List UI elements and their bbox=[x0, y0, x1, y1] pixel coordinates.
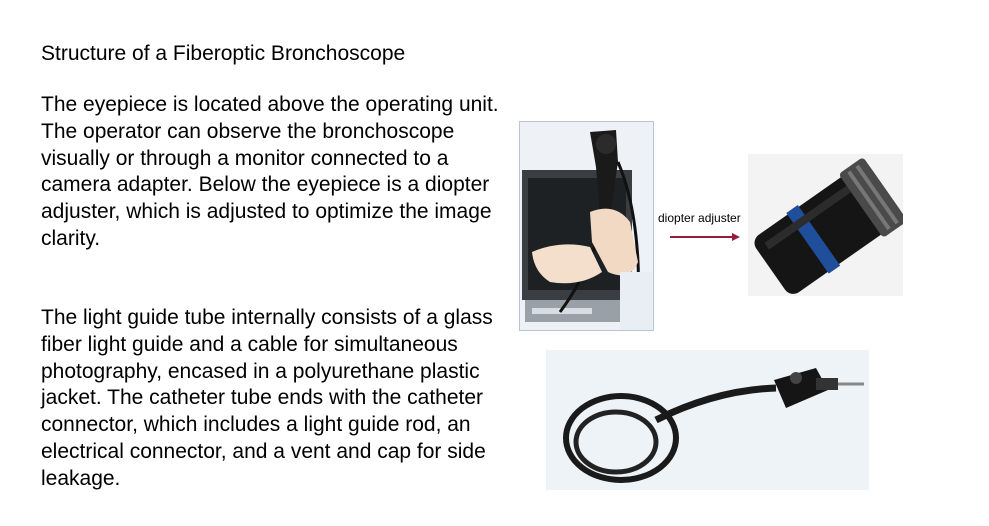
page-title: Structure of a Fiberoptic Bronchoscope bbox=[41, 42, 406, 65]
bronchoscope-in-hand-photo bbox=[519, 121, 654, 331]
paragraph-eyepiece: The eyepiece is located above the operating unit. The operator can observe the bronchoscope visually or through a monitor connected to a camera adapter. Below the eyepiece is a diopter adjuster, which is adjusted to optimize the image clarity. bbox=[41, 93, 499, 250]
diopter-adjuster-photo bbox=[748, 154, 903, 296]
diopter-adjuster-label: diopter adjuster bbox=[658, 211, 741, 225]
paragraph-light-guide: The light guide tube internally consists of a glass fiber light guide and a cable for simultaneous photography, encased in a polyurethane plastic jacket. The catheter tube ends with the catheter connector, which includes a light guide rod, an electrical connector, and a vent and cap for side leakage. bbox=[41, 306, 493, 490]
coiled-bronchoscope-photo bbox=[546, 350, 869, 490]
arrow-icon bbox=[670, 232, 740, 242]
